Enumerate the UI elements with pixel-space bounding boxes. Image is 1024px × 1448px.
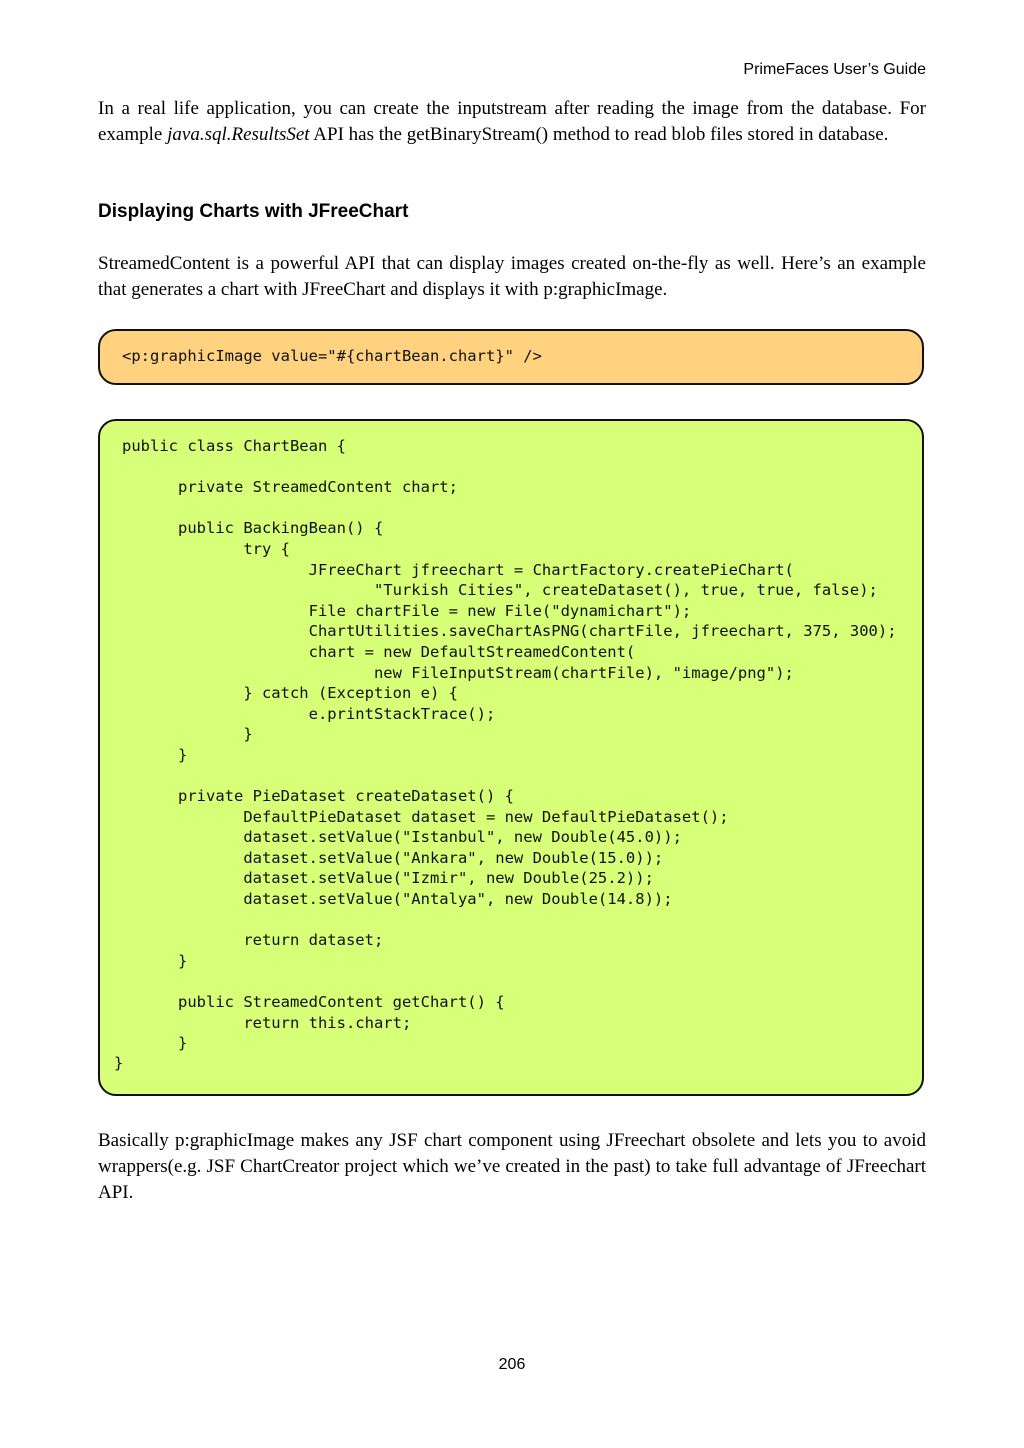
- section-description: StreamedContent is a powerful API that can display images created on-the-fly as well. Here’s an example that generates a chart with JFreeChart and displays it with p:graphicImage.: [98, 253, 926, 300]
- intro-text-start: In a real life application, you can create the inputstream after reading the image from the database. For example: [98, 98, 926, 145]
- api-name: java.sql.ResultsSet: [167, 124, 310, 145]
- intro-text-end: API has the getBinaryStream() method to read blob files stored in database.: [309, 124, 889, 145]
- section-heading: Displaying Charts with JFreeChart: [98, 201, 409, 222]
- running-header: PrimeFaces User’s Guide: [743, 61, 926, 78]
- java-code: public class ChartBean { private StreamedContent chart; public BackingBean() { try { JFreeChart jfreechart = ChartFactory.createPieChart( "Turkish Cities", createDataset(), true, true, false); File chartFile = new File("dynamichart"); ChartUtilities.saveChartAsPNG(chartFile, jfreechart, 375, 300); chart = new DefaultStreamedContent( new FileInputStream(chartFile), "image/png"); } catch (Exception e) { e.printStackTrace(); } } private PieDataset createDataset() { DefaultPieDataset dataset = new DefaultPieDataset(); dataset.setValue("Istanbul", new Double(45.0)); dataset.setValue("Ankara", new Double(15.0)); dataset.setValue("Izmir", new Double(25.2)); dataset.setValue("Antalya", new Double(14.8)); return dataset; } public StreamedContent getChart() { return this.chart; }: [122, 437, 897, 1053]
- java-code-box: [98, 419, 924, 1096]
- conclusion-paragraph: Basically p:graphicImage makes any JSF chart component using JFreechart obsolete and lets you to avoid wrappers(e.g. JSF ChartCreator project which we’ve created in the past) to take full advantage of JFreechart API.: [98, 1130, 926, 1203]
- page-number: 206: [498, 1356, 526, 1373]
- intro-paragraph: [98, 96, 926, 148]
- java-code-closing-brace: }: [114, 1054, 124, 1073]
- markup-code-box: [98, 329, 924, 385]
- markup-code: <p:graphicImage value="#{chartBean.chart}" />: [122, 347, 542, 365]
